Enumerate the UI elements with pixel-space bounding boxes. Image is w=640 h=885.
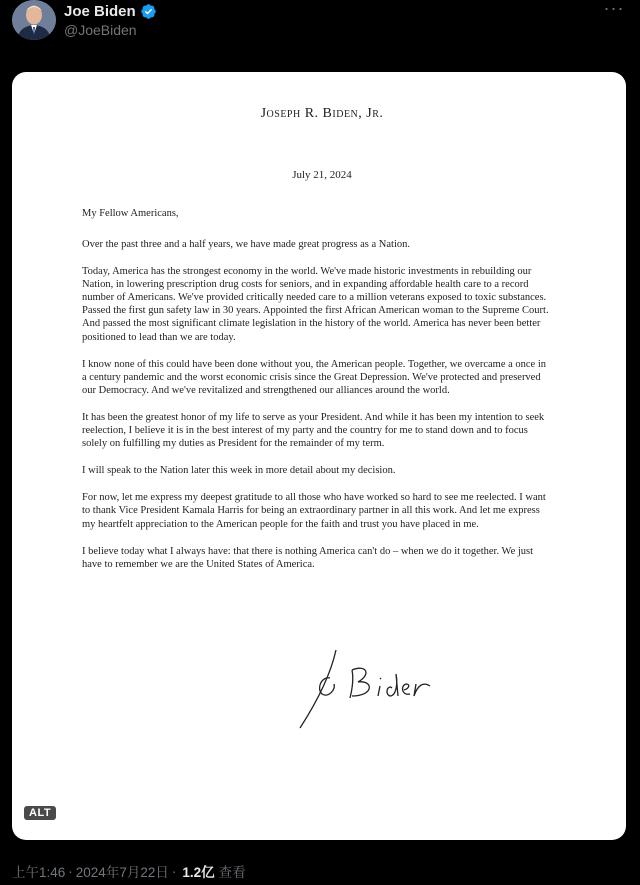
letter-paragraph: I believe today what I always have: that there is nothing America can't do – when we do it together. We just have to remember we are the United States of America.: [82, 545, 534, 570]
meta-separator: ·: [68, 863, 73, 879]
avatar[interactable]: [12, 0, 56, 40]
display-name[interactable]: Joe Biden: [64, 2, 136, 20]
name-row: [64, 1, 157, 21]
view-count: 1.2亿: [182, 865, 215, 880]
letter-paragraph: It has been the greatest honor of my life to serve as your President. And while it has been my intention to seek reelection, I believe it is in the best interest of my party and the country for me to stand down and to focus solely on fulfilling my duties as President for the remainder of my term.: [82, 411, 545, 450]
handle[interactable]: @JoeBiden: [64, 22, 137, 38]
alt-badge[interactable]: ALT: [24, 806, 56, 820]
salutation: My Fellow Americans,: [82, 208, 179, 219]
letter-body: [82, 238, 552, 585]
tweet-time[interactable]: 上午1:46: [12, 865, 66, 880]
letter-paragraph: I will speak to the Nation later this week in more detail about my decision.: [82, 465, 396, 477]
view-label: 查看: [218, 865, 246, 880]
tweet-metadata: [12, 861, 246, 881]
letterhead: Joseph R. Biden, Jr.: [260, 106, 384, 121]
letter-paragraph: Today, America has the strongest economy in the world. We've made historic investments in rebuilding our Nation, in lowering prescription drug costs for seniors, and in expanding affordable health care to a record number of Americans. We've provided critically needed care to a million veterans exposed to toxic substances. Passed the first gun safety law in 30 years. Appointed the first African American woman to the Supreme Court. And passed the most significant climate legislation in the history of the world. America has never been better positioned to lead than we are today.: [82, 266, 549, 343]
tweet-image[interactable]: [12, 72, 626, 840]
meta-separator: ·: [171, 863, 177, 879]
letter-paragraph: I know none of this could have been done without you, the American people. Together, we overcame a once in a century pandemic and the worst economic crisis since the Great Depression. We've protected and preserved our Democracy. And we've revitalized and strengthened our alliances around the world.: [82, 358, 547, 396]
tweet-date[interactable]: 2024年7月22日: [75, 865, 169, 880]
tweet-header: [8, 0, 632, 46]
avatar-image: [12, 0, 56, 40]
more-options-icon[interactable]: ···: [603, 0, 625, 18]
verified-badge-icon[interactable]: [140, 3, 157, 20]
letter-paragraph: For now, let me express my deepest gratitude to all those who have worked so hard to see me reelected. I want to thank Vice President Kamala Harris for being an extraordinary partner in all this work. And let me express my heartfelt appreciation to the American people for the faith and trust you have placed in me.: [82, 492, 546, 530]
letter-date: July 21, 2024: [292, 169, 352, 181]
letter-paragraph: Over the past three and a half years, we have made great progress as a Nation.: [82, 239, 410, 250]
signature: [292, 644, 472, 730]
